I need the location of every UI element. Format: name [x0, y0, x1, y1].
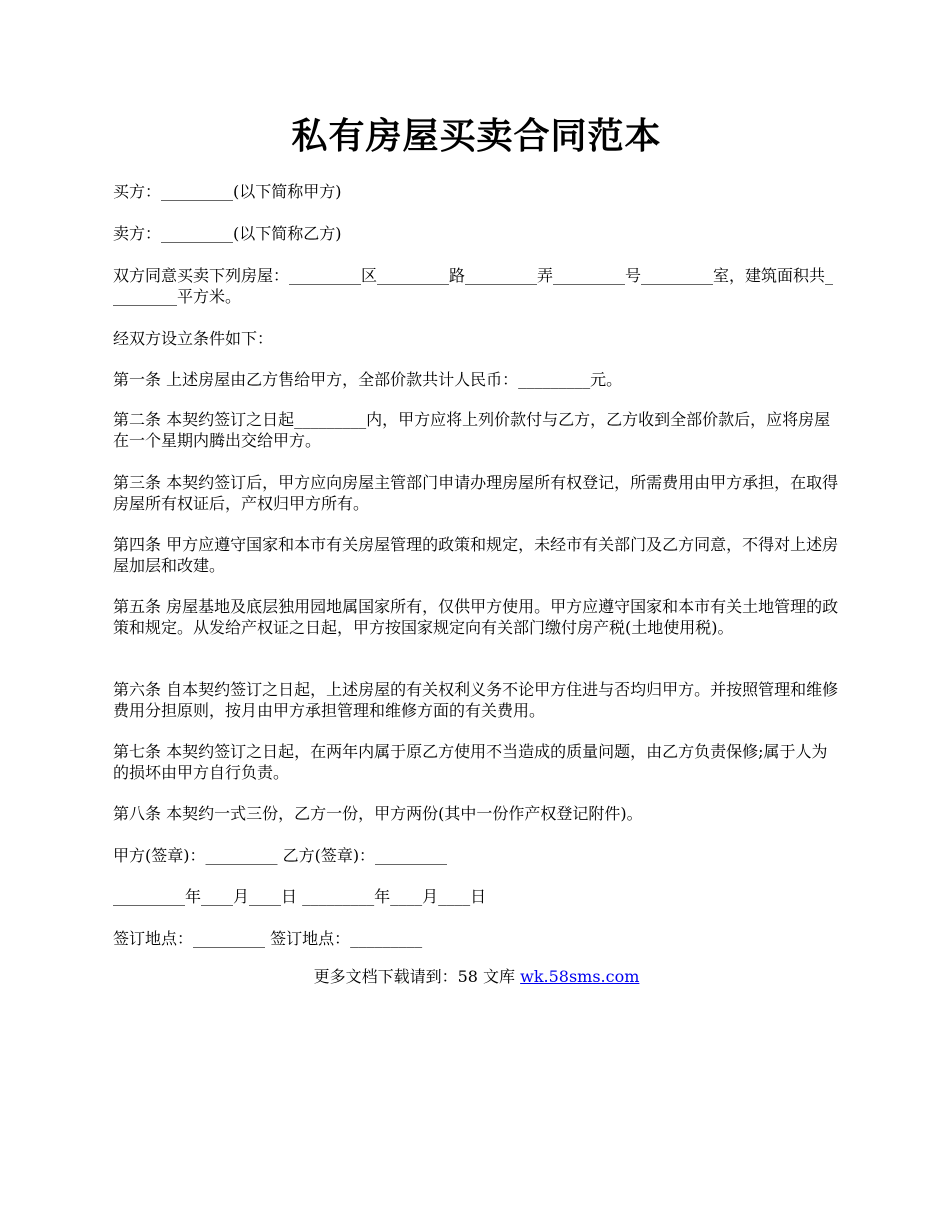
conditions-intro: 经双方设立条件如下：	[113, 329, 274, 348]
date-line: _________年____月____日 _________年____月____日	[113, 887, 487, 906]
article-4: 第四条 甲方应遵守国家和本市有关房屋管理的政策和规定，未经市有关部门及乙方同意，不得对上述房屋加层和改建。	[113, 535, 839, 575]
article-3: 第三条 本契约签订后，甲方应向房屋主管部门申请办理房屋所有权登记，所需费用由甲方承担，在取得房屋所有权证后，产权归甲方所有。	[113, 473, 839, 513]
article-8: 第八条 本契约一式三份，乙方一份，甲方两份(其中一份作产权登记附件)。	[113, 804, 643, 823]
document-title: 私有房屋买卖合同范本	[291, 115, 662, 157]
article-5: 第五条 房屋基地及底层独用园地属国家所有，仅供甲方使用。甲方应遵守国家和本市有关土地管理的政策和规定。从发给产权证之日起，甲方按国家规定向有关部门缴付房产税(土地使用税)。	[113, 597, 839, 637]
buyer-line: 买方：_________(以下简称甲方)	[113, 182, 342, 201]
property-description: 双方同意买卖下列房屋：_________区_________路_________弄_________号_________室，建筑面积共_________平方米。	[113, 266, 834, 306]
signature-line: 甲方(签章)：_________ 乙方(签章)：_________	[113, 846, 448, 865]
signing-location-line: 签订地点：_________ 签订地点：_________	[113, 929, 423, 948]
footer	[113, 966, 840, 987]
footer-link[interactable]: wk.58sms.com	[520, 967, 640, 986]
footer-text: 更多文档下载请到：58 文库	[313, 967, 521, 986]
seller-line: 卖方：_________(以下简称乙方)	[113, 224, 342, 243]
article-6: 第六条 自本契约签订之日起，上述房屋的有关权利义务不论甲方住进与否均归甲方。并按照管理和维修费用分担原则，按月由甲方承担管理和维修方面的有关费用。	[113, 680, 839, 720]
article-7: 第七条 本契约签订之日起，在两年内属于原乙方使用不当造成的质量问题，由乙方负责保修;属于人为的损坏由甲方自行负责。	[113, 742, 828, 782]
article-2: 第二条 本契约签订之日起_________内，甲方应将上列价款付与乙方，乙方收到全部价款后，应将房屋在一个星期内腾出交给甲方。	[113, 410, 831, 450]
article-1: 第一条 上述房屋由乙方售给甲方，全部价款共计人民币：_________元。	[113, 370, 623, 389]
